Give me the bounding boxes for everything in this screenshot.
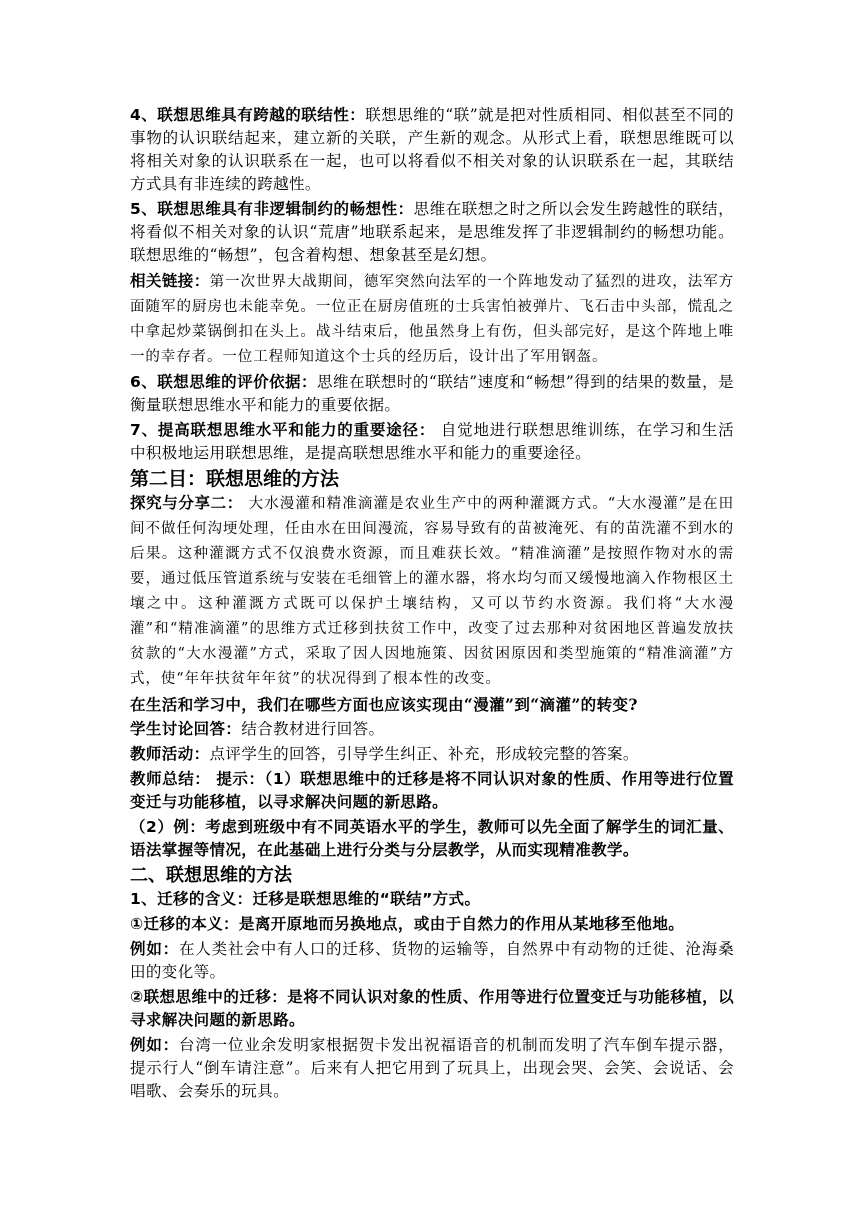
paragraph-label: 7、提高联想思维水平和能力的重要途径：	[130, 421, 436, 439]
paragraph-5	[130, 198, 734, 267]
transfer-definition: 1、迁移的含义：迁移是联想思维的“联结”方式。	[130, 890, 481, 908]
transfer-original-meaning: ①迁移的本义：是离开原地而另换地点，或由于自然力的作用从某地移至他地。	[130, 915, 685, 933]
example-a	[130, 938, 734, 984]
summary-text: 提示：（1）联想思维中的迁移是将不同认识对象的性质、作用等进行位置变迁与功能移植，以寻求解决问题的新思路。	[130, 770, 734, 811]
explore-paragraph	[130, 491, 734, 691]
heading-methods: 二、联想思维的方法	[130, 865, 292, 886]
explore-text: 大水漫灌和精准滴灌是农业生产中的两种灌溉方式。“大水漫灌”是在田间不做任何沟埂处理，任由水在田间漫流，容易导致有的苗被淹死、有的苗洗灌不到水的后果。这种灌溉方式不仅浪费水资源，而且难获长效。“精准滴灌”是按照作物对水的需要，通过低压管道系统与安装在毛细管上的灌水器，将水均匀而又缓慢地滴入作物根区土壤之中。这种灌溉方式既可以保护土壤结构，又可以节约水资源。我们将“大水漫灌”和“精准滴灌”的思维方式迁移到扶贫工作中，改变了过去那种对贫困地区普遍发放扶贫款的“大水漫灌”方式，采取了因人因地施策、因贫困原因和类型施策的“精准滴灌”方式，使“年年扶贫年年贫”的状况得到了根本性的改变。	[130, 496, 734, 687]
student-text: 结合教材进行回答。	[241, 720, 385, 738]
paragraph-text: 第一次世界大战期间，德军突然向法军的一个阵地发动了猛烈的进攻，法军方面随军的厨房也未能幸免。一位正在厨房值班的士兵害怕被弹片、飞石击中头部，慌乱之中拿起炒菜锅倒扣在头上。战斗结束后，他虽然身上有伤，但头部完好，是这个阵地上唯一的幸存者。一位工程师知道这个士兵的经历后，设计出了军用钢盔。	[130, 274, 734, 365]
explore-label: 探究与分享二：	[130, 494, 243, 512]
section-title: 第二目：联想思维的方法	[130, 468, 340, 490]
example-text: 台湾一位业余发明家根据贺卡发出祝福语音的机制而发明了汽车倒车提示器，提示行人“倒车请注意”。后来有人把它用到了玩具上，出现会哭、会笑、会说话、会唱歌、会奏乐的玩具。	[130, 1036, 734, 1100]
paragraph-text: 自觉地进行联想思维训练，在学习和生活中积极地运用联想思维，是提高联想思维水平和能力的重要途径。	[130, 421, 735, 462]
paragraph-label: 6、联想思维的评价依据：	[130, 373, 318, 391]
student-answer	[130, 718, 734, 741]
paragraph-label: 5、联想思维具有非逻辑制约的畅想性：	[130, 200, 414, 218]
teacher-summary	[130, 768, 734, 814]
document-page	[130, 104, 734, 1105]
teacher-activity	[130, 743, 734, 766]
teacher-text: 点评学生的回答，引导学生纠正、补充，形成较完整的答案。	[209, 745, 639, 763]
paragraph-text: 思维在联想之时之所以会发生跨越性的联结，将看似不相关对象的认识“荒唐”地联系起来，是思维发挥了非逻辑制约的畅想功能。联想思维的“畅想”，包含着构想、想象甚至是幻想。	[130, 200, 734, 264]
example-2: （2）例：考虑到班级中有不同英语水平的学生，教师可以先全面了解学生的词汇量、语法掌握等情况，在此基础上进行分类与分层教学，从而实现精准教学。	[130, 818, 734, 859]
example-b	[130, 1034, 734, 1103]
transfer-in-thinking: ②联想思维中的迁移：是将不同认识对象的性质、作用等进行位置变迁与功能移植，以寻求解决问题的新思路。	[130, 988, 734, 1029]
related-link-paragraph	[130, 269, 734, 369]
summary-label: 教师总结：	[130, 770, 211, 788]
student-label: 学生讨论回答：	[130, 720, 242, 738]
example-text: 在人类社会中有人口的迁移、货物的运输等，自然界中有动物的迁徙、沧海桑田的变化等。	[130, 940, 734, 981]
example-label: 例如：	[130, 940, 180, 958]
paragraph-4	[130, 104, 734, 196]
discussion-question: 在生活和学习中，我们在哪些方面也应该实现由“漫灌”到“滴灌”的转变?	[130, 695, 638, 714]
example-label: 例如：	[130, 1036, 180, 1054]
paragraph-label: 相关链接：	[130, 272, 210, 290]
paragraph-6	[130, 371, 734, 417]
teacher-label: 教师活动：	[130, 745, 210, 763]
paragraph-label: 4、联想思维具有跨越的联结性：	[130, 106, 366, 124]
paragraph-text: 思维在联想时的“联结”速度和“畅想”得到的结果的数量，是衡量联想思维水平和能力的重要依据。	[130, 373, 734, 414]
paragraph-text: 联想思维的“联”就是把对性质相同、相似甚至不同的事物的认识联结起来，建立新的关联，产生新的观念。从形式上看，联想思维既可以将相关对象的认识联系在一起，也可以将看似不相关对象的认识联系在一起，其联结方式具有非连续的跨越性。	[130, 106, 735, 193]
paragraph-7	[130, 419, 734, 465]
